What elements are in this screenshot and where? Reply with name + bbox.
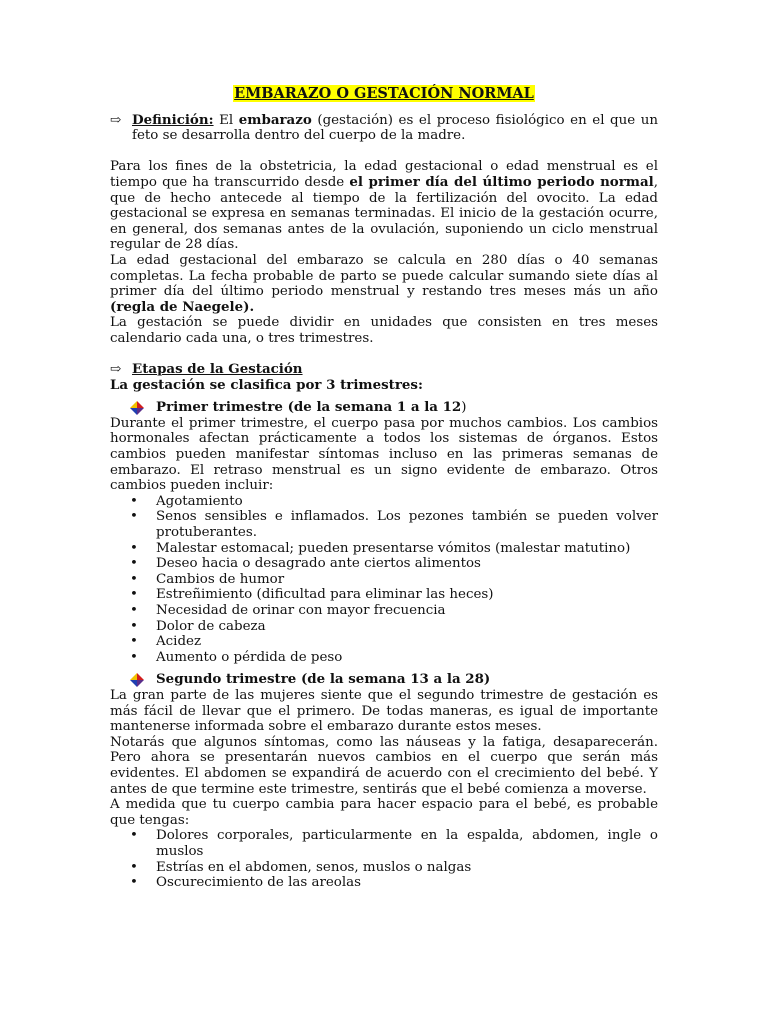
list-item: [130, 541, 658, 557]
bullet-icon: •: [130, 603, 138, 618]
second-trimester-text-1: La gran parte de las mujeres siente que el segundo trimestre de gestación es más fácil de llevar que el primero. De todas maneras, es igual de importante mantenerse informada sobre el embarazo durante estos meses.: [110, 687, 658, 735]
para2-part-1: La edad gestacional del embarazo se calcula en 280 días o 40 semanas completas. La fecha probable de parto se puede calcular sumando siete días al primer día del último periodo menstrual y restando tres meses más un año: [110, 252, 658, 300]
first-trimester-title: Primer trimestre (de la semana 1 a la 12: [156, 399, 462, 416]
list-item: [130, 875, 658, 891]
list-item-text: Cambios de humor: [156, 571, 285, 587]
list-item-text: Oscurecimiento de las areolas: [156, 875, 361, 891]
list-item: [130, 634, 658, 650]
para1-part-2: , que de hecho antecede al tiempo de la fertilización del ovocito. La edad gestacional se expresa en semanas terminadas. El inicio de la gestación ocurre, en general, dos semanas antes de la ovulación, suponiendo un ciclo menstrual regular de 28 días.: [110, 174, 658, 253]
bullet-icon: •: [130, 649, 138, 665]
document-body: [110, 86, 658, 891]
para2-bold: (regla de Naegele).: [110, 298, 255, 315]
list-item-text: Aumento o pérdida de peso: [156, 649, 343, 665]
list-item-text: Necesidad de orinar con mayor frecuencia: [156, 603, 446, 618]
list-item-text: Malestar estomacal; pueden presentarse vómitos (malestar matutino): [156, 540, 631, 556]
bullet-icon: •: [130, 859, 138, 875]
bullet-icon: •: [130, 828, 138, 844]
list-item-text: Deseo hacia o desagrado ante ciertos alimentos: [156, 556, 481, 572]
list-item: [130, 556, 658, 572]
second-trimester-heading: [130, 672, 658, 688]
list-item-text: Estrías en el abdomen, senos, muslos o nalgas: [156, 859, 472, 875]
bullet-icon: •: [130, 634, 138, 650]
list-item-text: Senos sensibles e inflamados. Los pezones también se pueden volver protuberantes.: [156, 509, 658, 541]
paragraph-trimesters: La gestación se puede dividir en unidades que consisten en tres meses calendario cada una, o tres trimestres.: [110, 315, 658, 346]
list-item-text: Acidez: [156, 634, 202, 650]
paragraph-gestational-age: [110, 159, 658, 253]
definition-bold-term: embarazo: [238, 111, 312, 128]
first-trimester-text: Durante el primer trimestre, el cuerpo pasa por muchos cambios. Los cambios hormonales afectan prácticamente a todos los sistemas de órganos. Estos cambios pueden manifestar síntomas incluso en las primeras semanas de embarazo. El retraso menstrual es un signo evidente de embarazo. Otros cambios pueden incluir:: [110, 415, 658, 494]
list-item: [130, 603, 658, 619]
list-item-text: Dolores corporales, particularmente en la espalda, abdomen, ingle o muslos: [156, 828, 658, 859]
second-trimester-text-2: Notarás que algunos síntomas, como las náuseas y la fatiga, desaparecerán. Pero ahora se presentarán nuevos cambios en el cuerpo que serán más evidentes. El abdomen se expandirá de acuerdo con el crecimiento del bebé. Y antes de que termine este trimestre, sentirás que el bebé comienza a moverse.: [110, 734, 658, 797]
etapas-subtitle: La gestación se clasifica por 3 trimestres:: [110, 376, 423, 393]
page-title: [110, 86, 658, 103]
second-trimester-list: [110, 828, 658, 890]
arrow-icon: ⇨: [110, 111, 122, 128]
etapas-heading: [110, 362, 658, 378]
title-text: EMBARAZO O GESTACIÓN NORMAL: [234, 85, 534, 102]
list-item: [130, 860, 658, 876]
definition-block: [110, 113, 658, 144]
bullet-icon: •: [130, 540, 138, 556]
list-item: [130, 650, 658, 666]
first-trimester-heading: [130, 400, 658, 416]
arrow-icon: ⇨: [110, 361, 122, 378]
list-item-text: Estreñimiento (dificultad para eliminar las heces): [156, 587, 494, 603]
para1-bold: el primer día del último periodo normal: [349, 173, 654, 190]
definition-part-2: (gestación) es el proceso fisiológico en el que un feto se desarrolla dentro del cuerpo de la madre.: [132, 112, 659, 144]
bullet-icon: •: [130, 875, 138, 891]
bullet-icon: •: [130, 493, 138, 509]
etapas-label: Etapas de la Gestación: [132, 361, 303, 378]
bullet-icon: •: [130, 571, 138, 587]
bullet-icon: •: [130, 556, 138, 572]
diamond-bullet-icon: [130, 673, 156, 687]
second-trimester-title: Segundo trimestre (de la semana 13 a la 28): [156, 671, 491, 688]
list-item: [130, 619, 658, 635]
bullet-icon: •: [130, 618, 138, 634]
first-trimester-title-end: ): [461, 400, 467, 416]
second-trimester-text-3: A medida que tu cuerpo cambia para hacer espacio para el bebé, es probable que tengas:: [110, 797, 658, 828]
bullet-icon: •: [130, 509, 138, 525]
list-item-text: Dolor de cabeza: [156, 618, 266, 634]
list-item: [130, 572, 658, 588]
diamond-bullet-icon: [130, 401, 156, 415]
definition-label: Definición:: [132, 111, 214, 128]
first-trimester-list: [110, 494, 658, 666]
list-item: [130, 828, 658, 859]
paragraph-due-date: [110, 253, 658, 315]
list-item: [130, 509, 658, 540]
definition-text: [132, 113, 658, 144]
list-item: [130, 494, 658, 510]
bullet-icon: •: [130, 587, 138, 603]
para1-part-1: Para los fines de la obstetricia, la edad gestacional o edad menstrual es el tiempo que ha transcurrido desde: [110, 159, 658, 190]
list-item-text: Agotamiento: [156, 493, 243, 509]
definition-part-1: El: [213, 112, 239, 128]
list-item: [130, 587, 658, 603]
